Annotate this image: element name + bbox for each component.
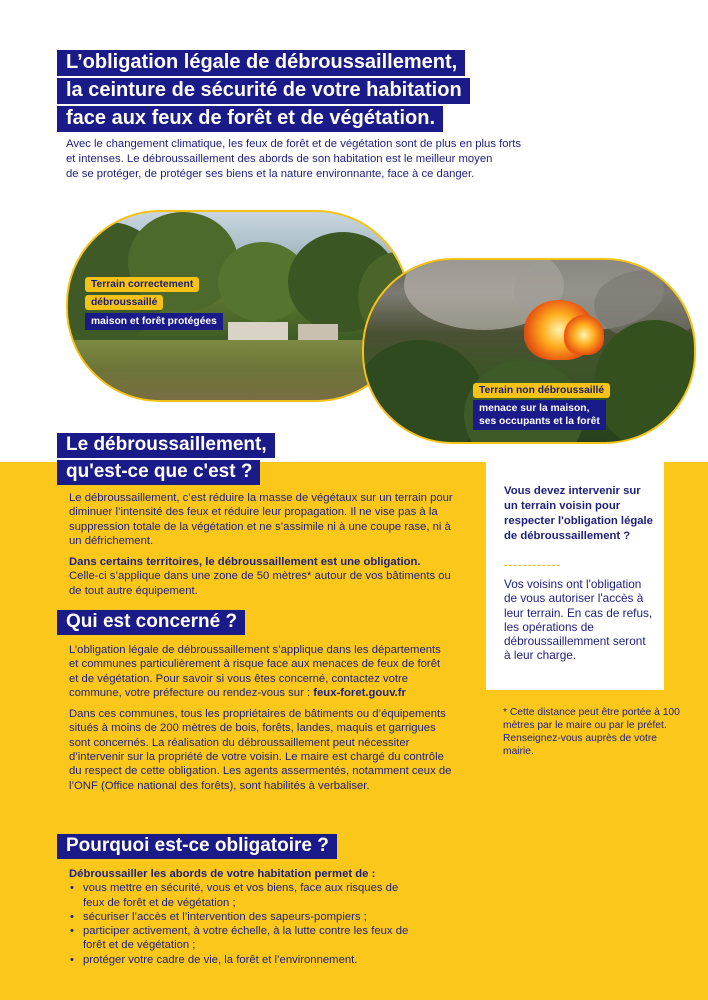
photo2-tag-line-2-3 <box>473 400 606 430</box>
section1-paragraph-2 <box>69 555 459 598</box>
section2-heading-text: Qui est concerné ? <box>57 610 245 635</box>
dashed-divider <box>504 565 560 566</box>
section3-body <box>69 867 414 967</box>
page-title <box>57 50 470 134</box>
benefits-list <box>69 881 414 967</box>
photo2-tag-line-1: Terrain non débroussaillé <box>473 383 610 398</box>
section1-paragraph-2-text: Celle-ci s’applique dans une zone de 50 mètres* autour de vos bâtiments ou de tout autre équipement. <box>69 570 451 597</box>
section2-paragraph-2: Dans ces communes, tous les propriétaires de bâtiments ou d’équipements situés à moins de 200 mètres de bois, forêts, landes, maquis et garrigues sont concernés. La réalisation du débroussaillement peut nécessiter d’intervenir sur la propriété de votre voisin. Le maire est chargé du contrôle du respect de cette obligation. Les agents assermentés, notamment ceux de l’ONF (Office national des forêts), sont habilités à verbaliser. <box>69 708 452 792</box>
section3-heading-text: Pourquoi est-ce obligatoire ? <box>57 834 337 859</box>
intro-line-1: Avec le changement climatique, les feux de forêt et de végétation sont de plus en plus forts <box>66 138 522 150</box>
list-item: • protéger votre cadre de vie, la forêt et l’environnement. <box>69 953 414 967</box>
section1-bold-statement: Dans certains territoires, le débroussaillement est une obligation. <box>69 556 421 569</box>
section2-body <box>69 643 452 800</box>
photo1-tag-line-1: Terrain correctement <box>85 277 199 292</box>
neighbor-info-box <box>486 462 664 690</box>
photo2-tag-line-3: ses occupants et la forêt <box>479 416 600 427</box>
website-link[interactable]: feux-foret.gouv.fr <box>313 686 406 699</box>
footnote: * Cette distance peut être portée à 100 mètres par le maire ou par le préfet. Renseignez-vous auprès de votre mairie. <box>503 707 680 757</box>
list-item: • vous mettre en sécurité, vous et vos biens, face aux risques de feux de forêt et de végétation ; <box>69 881 414 910</box>
section3-lead: Débroussailler les abords de votre habitation permet de : <box>69 868 376 880</box>
section1-heading-line-1: Le débroussaillement, <box>57 433 275 458</box>
intro-line-3: de se protéger, de protéger ses biens et la nature environnante, face à ce danger. <box>66 168 475 180</box>
photo2-tag-line-2: menace sur la maison, <box>479 403 590 414</box>
neighbor-answer: Vos voisins ont l'obligation de vous autoriser l'accès à leur terrain. En cas de refus, les opérations de débroussaillemment seront à leur charge. <box>504 577 653 663</box>
photo1-tag-line-2: débroussaillé <box>85 295 163 310</box>
section1-body <box>69 491 459 605</box>
section1-paragraph-1: Le débroussaillement, c’est réduire la masse de végétaux sur un terrain pour diminuer l’intensité des feux et réduire leur propagation. Il ne vise pas à la suppression totale de la végétation et ne s’assimile ni à une coupe rase, ni à un défrichement. <box>69 492 453 547</box>
title-line-2: la ceinture de sécurité de votre habitation <box>57 78 470 104</box>
title-line-1: L’obligation légale de débroussaillement, <box>57 50 465 76</box>
section2-paragraph-1 <box>69 643 452 700</box>
list-item: • participer activement, à votre échelle, à la lutte contre les feux de forêt et de végétation ; <box>69 924 414 953</box>
section2-paragraph-1-text: L’obligation légale de débroussaillement s’applique dans les départements et communes particulièrement à risque face aux menaces de feux de forêt et de végétation. Pour savoir si vous êtes concerné, contactez votre commune, votre préfecture ou rendez-vous sur : <box>69 644 441 699</box>
title-line-3: face aux feux de forêt et de végétation. <box>57 106 443 132</box>
list-item: • sécuriser l’accès et l’intervention des sapeurs-pompiers ; <box>69 910 414 924</box>
section1-heading-line-2: qu'est-ce que c'est ? <box>57 460 260 485</box>
section2-heading <box>57 610 245 635</box>
intro-paragraph <box>66 137 626 182</box>
section3-heading <box>57 834 337 859</box>
intro-line-2: et intenses. Le débroussaillement des abords de son habitation est le meilleur moyen <box>66 153 493 165</box>
neighbor-question: Vous devez intervenir sur un terrain voisin pour respecter l'obligation légale de débroussaillement ? <box>504 485 653 542</box>
photo1-tag-line-3: maison et forêt protégées <box>85 313 223 330</box>
section1-heading <box>57 433 275 485</box>
